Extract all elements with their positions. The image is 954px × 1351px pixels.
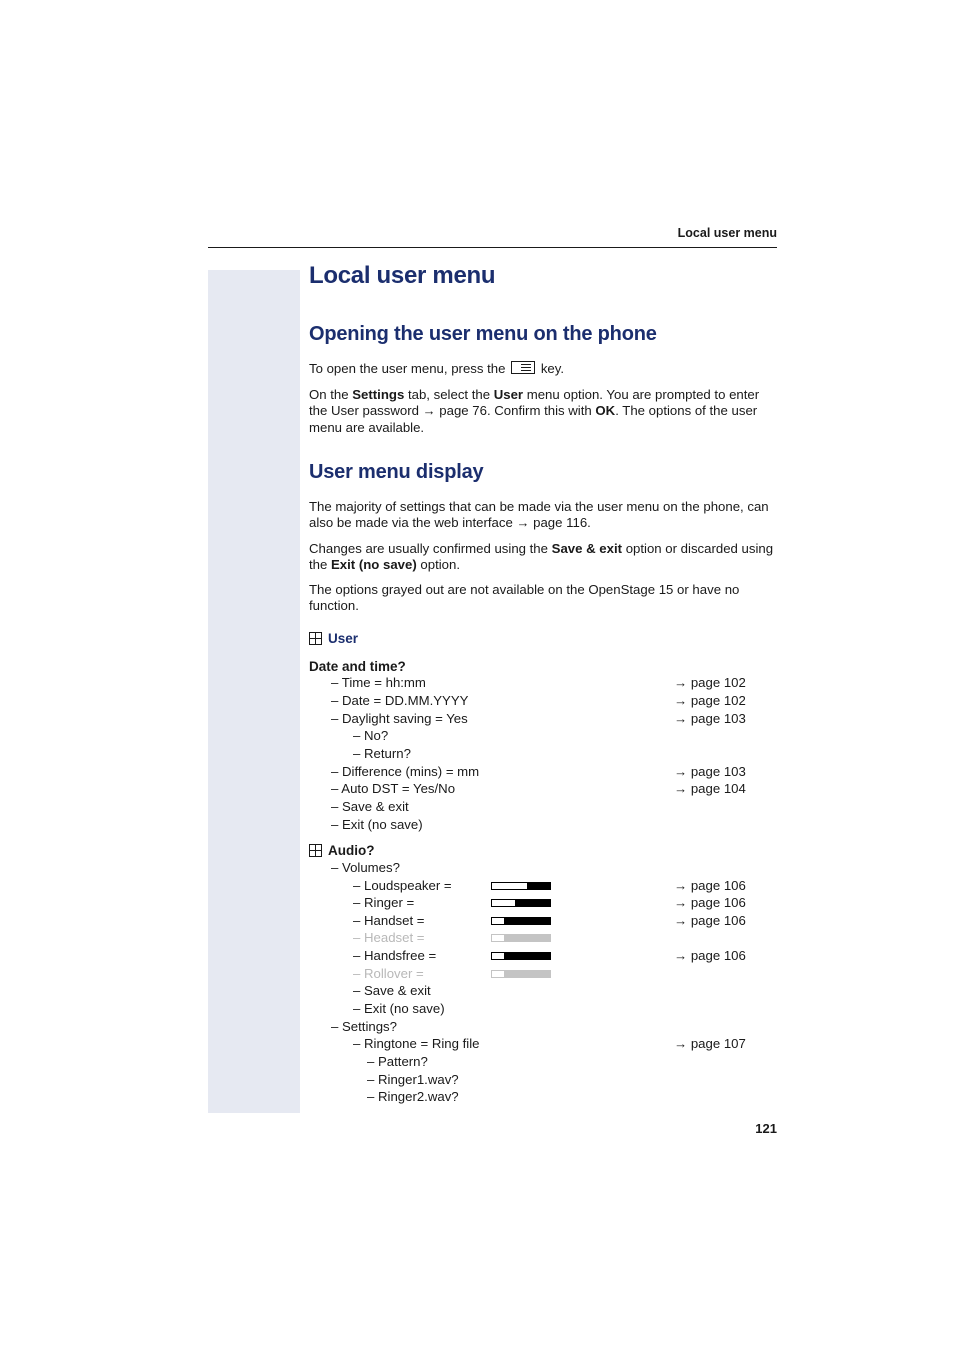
page-ref: → page 102: [674, 675, 746, 690]
page-title: Local user menu: [309, 262, 496, 289]
running-header: Local user menu: [677, 226, 777, 240]
ringtone-item: – Ringtone = Ring file: [353, 1036, 480, 1051]
expand-box-icon: [309, 632, 322, 645]
page-ref: → page 103: [674, 711, 746, 726]
date-menu-item: – Auto DST = Yes/No: [331, 781, 456, 796]
page-number: 121: [755, 1121, 777, 1136]
ringer2-item: – Ringer2.wav?: [367, 1089, 459, 1104]
volume-item: – Ringer =: [353, 895, 415, 910]
volume-level-fill: [492, 883, 527, 889]
para-text: page 116.: [529, 515, 591, 531]
para-text: page 76. Confirm this with: [435, 403, 596, 419]
volume-level-bar: [491, 934, 551, 942]
date-time-heading: Date and time?: [309, 659, 406, 674]
para-text: option.: [416, 557, 461, 573]
bold-term: User: [493, 387, 524, 402]
volume-level-bar: [491, 970, 551, 978]
bold-term: OK: [595, 403, 616, 419]
volume-item: – Handsfree =: [353, 948, 437, 963]
bold-term: Save & exit: [551, 541, 623, 556]
para-text: On the: [309, 387, 353, 402]
volume-item: – Loudspeaker =: [353, 878, 452, 893]
section-heading-display: User menu display: [309, 461, 484, 483]
header-rule: [208, 247, 777, 248]
volumes-item: – Volumes?: [331, 860, 400, 875]
date-menu-item: – Return?: [353, 746, 411, 761]
volume-level-bar: [491, 952, 551, 960]
ringer1-item: – Ringer1.wav?: [367, 1072, 459, 1087]
para-text: tab, select the: [404, 387, 494, 402]
bold-term: Exit (no save): [331, 557, 417, 573]
para-text: Changes are usually confirmed using the: [309, 541, 552, 556]
audio-label: Audio?: [328, 843, 375, 858]
arrow-right-icon: →: [422, 403, 436, 419]
page-ref: → page 104: [674, 781, 746, 796]
volume-save-exit: – Save & exit: [353, 983, 431, 998]
volume-level-fill: [492, 935, 504, 941]
date-menu-item: – Daylight saving = Yes: [331, 711, 468, 726]
page-ref: → page 106: [674, 913, 746, 928]
menu-key-icon: [511, 361, 535, 374]
section-heading-opening: Opening the user menu on the phone: [309, 323, 657, 345]
volume-item: – Handset =: [353, 913, 425, 928]
para-text: menu option. You are prompted to enter the User password: [309, 387, 760, 419]
page-ref: → page 102: [674, 693, 746, 708]
date-menu-item: – Date = DD.MM.YYYY: [331, 693, 469, 708]
page-ref: → page 106: [674, 878, 746, 893]
volume-level-fill: [492, 953, 504, 959]
volume-item: – Rollover =: [353, 966, 424, 981]
margin-column: [208, 270, 300, 1113]
settings-item: – Settings?: [331, 1019, 397, 1034]
volume-level-fill: [492, 900, 515, 906]
paragraph-grayed: The options grayed out are not available on the OpenStage 15 or have no function.: [309, 582, 740, 614]
page-ref: → page 106: [674, 895, 746, 910]
volume-level-bar: [491, 882, 551, 890]
date-menu-item: – Exit (no save): [331, 817, 423, 832]
user-label: User: [328, 631, 359, 646]
paragraph-open-menu: [309, 361, 779, 377]
paragraph-confirm: [309, 541, 779, 574]
ringtone-page-ref: → page 107: [674, 1036, 746, 1051]
volume-item: – Headset =: [353, 930, 425, 945]
audio-menu-node: [309, 843, 375, 858]
para-text: . The options of the user menu are available.: [309, 403, 758, 435]
volume-level-bar: [491, 899, 551, 907]
page-ref: → page 106: [674, 948, 746, 963]
date-menu-item: – No?: [353, 728, 389, 743]
paragraph-settings-tab: [309, 387, 779, 436]
volume-level-bar: [491, 917, 551, 925]
arrow-right-icon: →: [516, 515, 530, 531]
date-menu-item: – Time = hh:mm: [331, 675, 426, 690]
expand-box-icon: [309, 844, 322, 857]
volume-level-fill: [492, 971, 504, 977]
user-menu-node: [309, 631, 358, 646]
volume-exit-no-save: – Exit (no save): [353, 1001, 445, 1016]
date-menu-item: – Difference (mins) = mm: [331, 764, 480, 779]
pattern-item: – Pattern?: [367, 1054, 428, 1069]
para-text: To open the user menu, press the: [309, 361, 506, 376]
para-text: key.: [540, 361, 565, 376]
page-ref: → page 103: [674, 764, 746, 779]
para-text: The majority of settings that can be made via the user menu on the phone, can also be made via the web interface: [309, 499, 769, 531]
bold-term: Settings: [352, 387, 405, 402]
volume-level-fill: [492, 918, 504, 924]
para-text: option or discarded using the: [309, 541, 774, 573]
paragraph-web-interface: [309, 499, 779, 532]
date-menu-item: – Save & exit: [331, 799, 409, 814]
